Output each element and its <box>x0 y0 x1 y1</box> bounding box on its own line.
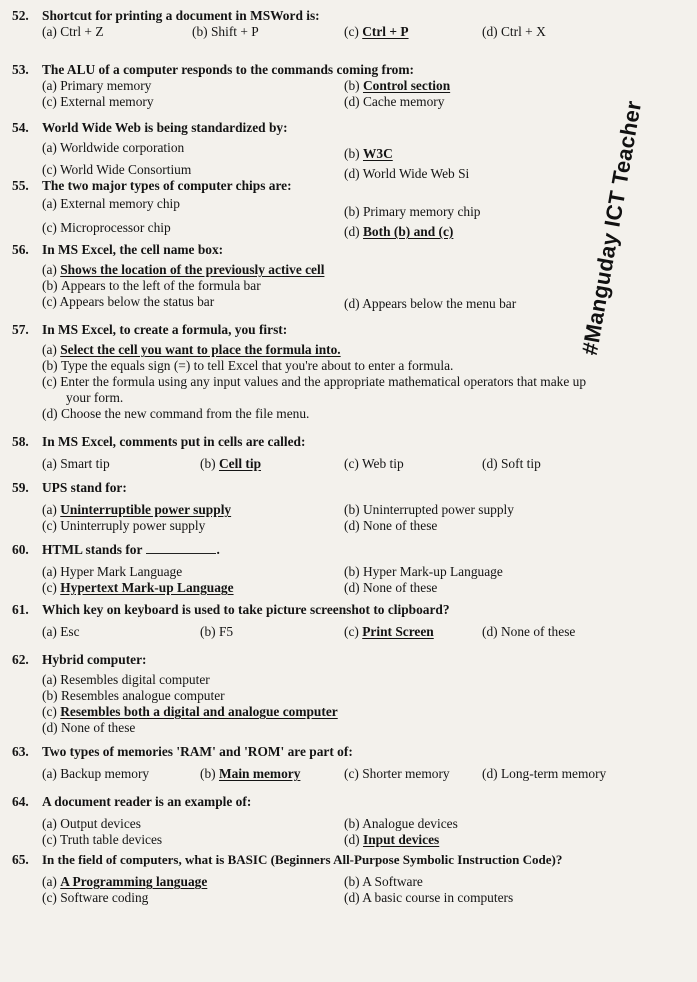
question-59 <box>12 480 514 534</box>
question-text: World Wide Web is being standardized by: <box>42 120 288 135</box>
question-62 <box>12 652 338 736</box>
question-number: 54. <box>12 120 29 135</box>
question-number: 62. <box>12 652 29 667</box>
option-row <box>42 832 458 848</box>
question-52 <box>12 8 546 40</box>
question-text: In MS Excel, to create a formula, you first: <box>42 322 288 337</box>
option-c: (c) Enter the formula using any input values and the appropriate mathematical operators that make up <box>42 374 587 389</box>
question-58 <box>12 434 541 472</box>
option-c: (c) Uninterruply power supply <box>42 518 206 533</box>
question-60 <box>12 542 503 596</box>
option-b: (b) A Software <box>344 874 423 889</box>
question-text: In the field of computers, what is BASIC (Beginners All-Purpose Symbolic Instruction Code)? <box>42 852 563 867</box>
question-text: The two major types of computer chips are: <box>42 178 292 193</box>
option-row <box>42 294 516 312</box>
option-b: (b) Main memory <box>200 766 301 781</box>
answer-highlight: Main memory <box>218 766 301 781</box>
question-number: 57. <box>12 322 29 337</box>
option-c-continued: your form. <box>66 390 124 405</box>
option-row <box>42 890 562 906</box>
option-row <box>42 624 575 640</box>
option-c: (c) Print Screen <box>344 624 434 639</box>
option-d: (d) Cache memory <box>344 94 445 109</box>
option-d: (d) None of these <box>344 580 438 595</box>
question-number: 61. <box>12 602 29 617</box>
option-row <box>42 196 481 220</box>
answer-highlight: Print Screen <box>362 624 434 639</box>
answer-blank <box>146 542 216 554</box>
option-d: (d) Choose the new command from the file menu. <box>42 406 310 421</box>
option-d: (d) Long-term memory <box>482 766 607 781</box>
option-c: (c) Appears below the status bar <box>42 294 215 309</box>
option-b: (b) Resembles analogue computer <box>42 688 225 703</box>
question-text: Shortcut for printing a document in MSWord is: <box>42 8 320 23</box>
question-number: 65. <box>12 852 29 867</box>
option-a: (a) Esc <box>42 624 80 639</box>
question-text: UPS stand for: <box>42 480 127 495</box>
option-row <box>42 518 514 534</box>
option-d: (d) World Wide Web Si <box>344 166 470 181</box>
question-number: 52. <box>12 8 29 23</box>
answer-highlight: Both (b) and (c) <box>362 224 454 239</box>
option-row <box>42 766 606 782</box>
option-d: (d) None of these <box>482 624 576 639</box>
question-number: 59. <box>12 480 29 495</box>
option-a: (a) Ctrl + Z <box>42 24 104 39</box>
option-d: (d) Appears below the menu bar <box>344 296 517 311</box>
question-number: 58. <box>12 434 29 449</box>
option-b: (b) Uninterrupted power supply <box>344 502 514 517</box>
option-d: (d) Soft tip <box>482 456 541 471</box>
question-64 <box>12 794 458 848</box>
answer-highlight: Resembles both a digital and analogue computer <box>60 704 338 719</box>
question-text: Two types of memories 'RAM' and 'ROM' are part of: <box>42 744 353 759</box>
question-text: The ALU of a computer responds to the commands coming from: <box>42 62 414 77</box>
question-56 <box>12 242 516 312</box>
question-55 <box>12 178 481 240</box>
option-b: (b) F5 <box>200 624 234 639</box>
option-b: (b) Hyper Mark-up Language <box>344 564 503 579</box>
option-c: (c) Web tip <box>344 456 404 471</box>
option-d: (d) Ctrl + X <box>482 24 546 39</box>
question-number: 60. <box>12 542 29 557</box>
option-row <box>42 874 562 890</box>
option-c: (c) Microprocessor chip <box>42 220 171 235</box>
question-54 <box>12 120 469 182</box>
option-b: (b) Appears to the left of the formula bar <box>42 278 261 293</box>
option-a: (a) Worldwide corporation <box>42 140 185 155</box>
option-c: (c) Software coding <box>42 890 149 905</box>
option-row <box>42 220 481 240</box>
option-c: (c) Hypertext Mark-up Language <box>42 580 234 595</box>
option-a: (a) External memory chip <box>42 196 180 211</box>
answer-highlight: Input devices <box>362 832 440 847</box>
option-row <box>42 24 546 40</box>
option-row <box>42 456 541 472</box>
option-c: (c) Truth table devices <box>42 832 163 847</box>
question-53 <box>12 62 450 110</box>
answer-highlight: Hypertext Mark-up Language <box>60 580 234 595</box>
answer-highlight: Control section <box>362 78 451 93</box>
answer-highlight: W3C <box>362 146 393 161</box>
answer-highlight: Shows the location of the previously active cell <box>60 262 325 277</box>
question-text: In MS Excel, the cell name box: <box>42 242 224 257</box>
option-b: (b) Cell tip <box>200 456 262 471</box>
option-c: (c) Shorter memory <box>344 766 450 781</box>
option-b: (b) Primary memory chip <box>344 204 481 219</box>
option-c: (c) World Wide Consortium <box>42 162 192 177</box>
question-text: HTML stands for . <box>42 542 220 557</box>
option-b: (b) Shift + P <box>192 24 259 39</box>
question-65 <box>12 852 562 906</box>
question-text: A document reader is an example of: <box>42 794 252 809</box>
option-d: (d) Both (b) and (c) <box>344 224 454 239</box>
option-row <box>42 816 458 832</box>
option-a: (a) Select the cell you want to place the formula into. <box>42 342 341 357</box>
option-b: (b) Analogue devices <box>344 816 458 831</box>
answer-highlight: Select the cell you want to place the formula into. <box>60 342 341 357</box>
option-b: (b) Control section <box>344 78 451 93</box>
option-a: (a) Hyper Mark Language <box>42 564 183 579</box>
option-a: (a) Smart tip <box>42 456 110 471</box>
question-text: Hybrid computer: <box>42 652 147 667</box>
question-number: 55. <box>12 178 29 193</box>
question-number: 64. <box>12 794 29 809</box>
question-text: In MS Excel, comments put in cells are called: <box>42 434 306 449</box>
option-d: (d) A basic course in computers <box>344 890 514 905</box>
option-row <box>42 564 503 580</box>
question-number: 63. <box>12 744 29 759</box>
answer-highlight: Cell tip <box>218 456 262 471</box>
watermark: #Manguday ICT Teacher <box>576 98 647 357</box>
option-c: (c) External memory <box>42 94 154 109</box>
question-57 <box>12 322 586 422</box>
option-c: (c) Resembles both a digital and analogue computer <box>42 704 338 719</box>
option-b: (b) Type the equals sign (=) to tell Excel that you're about to enter a formula. <box>42 358 454 373</box>
option-a: (a) A Programming language <box>42 874 208 889</box>
option-a: (a) Uninterruptible power supply <box>42 502 232 517</box>
option-row <box>42 502 514 518</box>
option-a: (a) Resembles digital computer <box>42 672 210 687</box>
option-row <box>42 140 469 162</box>
option-row <box>42 580 503 596</box>
option-row <box>42 94 450 110</box>
answer-highlight: A Programming language <box>60 874 208 889</box>
option-a: (a) Primary memory <box>42 78 152 93</box>
option-d: (d) None of these <box>344 518 438 533</box>
answer-highlight: Ctrl + P <box>362 24 409 39</box>
option-row <box>42 78 450 94</box>
question-63 <box>12 744 606 782</box>
option-b: (b) W3C <box>344 146 393 161</box>
option-c: (c) Ctrl + P <box>344 24 409 39</box>
question-61 <box>12 602 575 640</box>
option-d: (d) Input devices <box>344 832 440 847</box>
question-number: 53. <box>12 62 29 77</box>
answer-highlight: Uninterruptible power supply <box>60 502 232 517</box>
question-text: Which key on keyboard is used to take picture screenshot to clipboard? <box>42 602 450 617</box>
option-d: (d) None of these <box>42 720 136 735</box>
question-number: 56. <box>12 242 29 257</box>
option-a: (a) Shows the location of the previously active cell <box>42 262 325 277</box>
option-a: (a) Backup memory <box>42 766 150 781</box>
option-a: (a) Output devices <box>42 816 141 831</box>
